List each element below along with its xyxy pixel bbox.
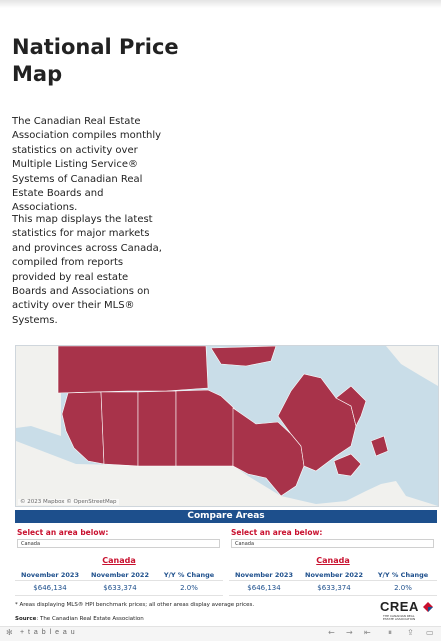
alaska-land	[16, 346, 61, 436]
selected-area-name: Canada	[316, 556, 350, 565]
comment-icon[interactable]: ▭	[426, 628, 434, 637]
crea-logo	[380, 599, 436, 623]
column-header-change: Y/Y % Change	[163, 571, 215, 579]
redo-icon[interactable]: →	[346, 628, 353, 637]
logo-name: CREA	[380, 599, 419, 614]
map-attribution[interactable]: © 2023 Mapbox © OpenStreetMap	[20, 499, 117, 505]
column-header-previous: November 2022	[305, 571, 363, 579]
pause-icon[interactable]: ⏸	[388, 628, 392, 637]
revert-icon[interactable]: ⇤	[364, 628, 371, 637]
change-percent-value: 2.0%	[394, 584, 412, 592]
intro-paragraph: The Canadian Real Estate Association compiles monthly statistics on activity over Multiple Listing Service® Systems of Canadian Real Estate Boards and Associations.	[12, 116, 162, 214]
selected-area-name: Canada	[102, 556, 136, 565]
current-price-value: $646,134	[247, 584, 281, 592]
share-icon[interactable]: ⇪	[407, 628, 414, 637]
crea-mark-icon	[421, 600, 435, 614]
previous-price-value: $633,374	[103, 584, 137, 592]
compare-areas-header: Compare Areas	[15, 510, 437, 523]
table-divider	[15, 595, 223, 596]
region-manitoba[interactable]	[176, 390, 234, 466]
table-divider	[15, 580, 223, 581]
region-alberta[interactable]	[101, 392, 138, 466]
tableau-icon: ✻	[6, 628, 13, 637]
tableau-toolbar	[0, 626, 441, 641]
current-price-value: $646,134	[33, 584, 67, 592]
column-header-change: Y/Y % Change	[377, 571, 429, 579]
description-paragraph: This map displays the latest statistics for major markets and provinces across Canada, compiled from reports provided by real estate Boards and Associations on activity over their MLS® Systems.	[12, 214, 162, 326]
price-map[interactable]	[15, 345, 439, 507]
region-saskatchewan[interactable]	[138, 391, 176, 466]
tableau-brand[interactable]: + t a b l e a u	[20, 629, 76, 636]
compare-panel-left	[15, 528, 223, 598]
previous-price-value: $633,374	[317, 584, 351, 592]
column-header-current: November 2023	[21, 571, 79, 579]
select-area-label: Select an area below:	[17, 528, 109, 537]
page-title: National Price Map	[12, 35, 179, 86]
table-divider	[229, 580, 437, 581]
canada-map-svg[interactable]	[16, 346, 438, 506]
footnote: * Areas displaying MLS® HPI benchmark prices; all other areas display average prices.	[15, 602, 255, 608]
undo-icon[interactable]: ←	[328, 628, 335, 637]
select-area-label: Select an area below:	[231, 528, 323, 537]
column-header-previous: November 2022	[91, 571, 149, 579]
column-header-current: November 2023	[235, 571, 293, 579]
region-north[interactable]	[58, 346, 208, 393]
source-label: Source	[15, 616, 37, 622]
change-percent-value: 2.0%	[180, 584, 198, 592]
area-select-dropdown[interactable]: Canada	[17, 539, 220, 548]
compare-panel-right	[229, 528, 437, 598]
area-select-dropdown[interactable]: Canada	[231, 539, 434, 548]
logo-subtitle: THE CANADIAN REAL ESTATE ASSOCIATION	[383, 614, 416, 622]
source-text: : The Canadian Real Estate Association	[36, 616, 144, 622]
source-line	[15, 616, 144, 622]
top-shadow-bar	[0, 0, 441, 8]
table-divider	[229, 595, 437, 596]
